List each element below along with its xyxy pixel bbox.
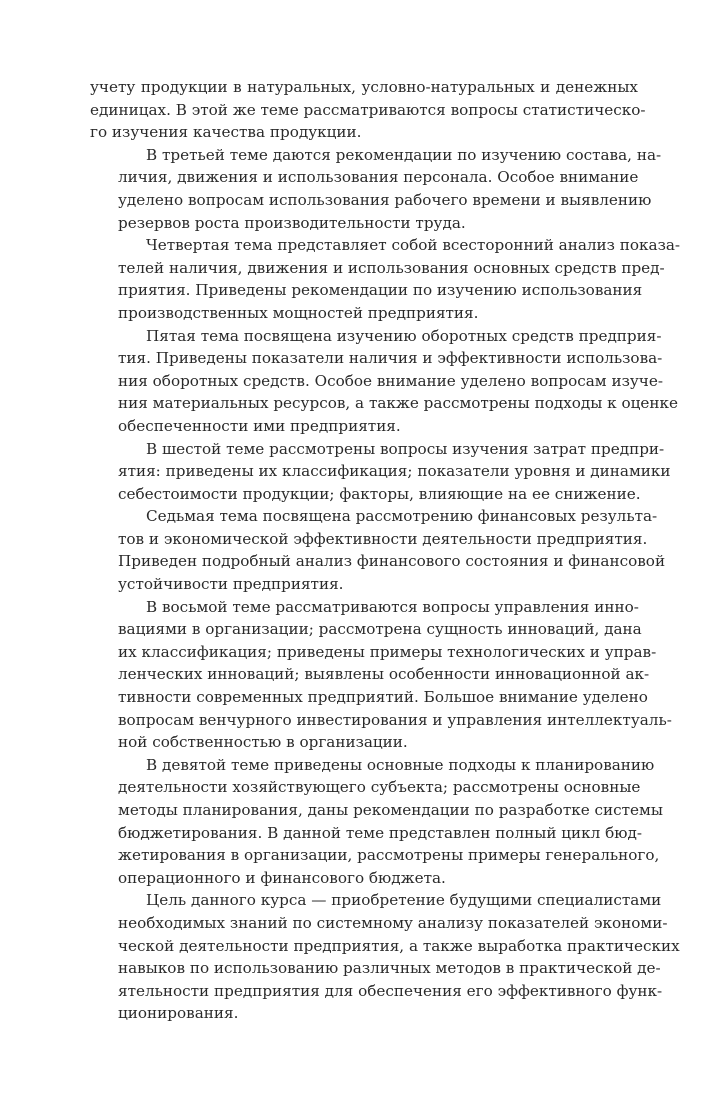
text-line: жетирования в организации, рассмотрены примеры генерального, (118, 846, 660, 865)
text-line: телей наличия, движения и использования основных средств пред- (118, 258, 665, 277)
text-line: В третьей теме даются рекомендации по изучению состава, на- (146, 145, 662, 164)
text-line: устойчивости предприятия. (118, 575, 344, 594)
text-line: учету продукции в натуральных, условно-натуральных и денежных (90, 78, 638, 96)
text-line: методы планирования, даны рекомендации по разработке системы (118, 801, 663, 819)
text-line: тов и экономической эффективности деятельности предприятия. (118, 529, 648, 548)
text-line: бюджетирования. В данной теме представлен полный цикл бюд- (118, 823, 642, 842)
text-line: Пятая тема посвящена изучению оборотных средств предприя- (146, 326, 662, 345)
text-line: деятельности хозяйствующего субъекта; рассмотрены основные (118, 778, 641, 797)
paragraph-9 (90, 889, 680, 1025)
text-line: производственных мощностей предприятия. (118, 303, 479, 322)
paragraph-7 (90, 596, 672, 754)
text-line: единицах. В этой же теме рассматриваются вопросы статистическо- (90, 100, 646, 119)
text-line: Цель данного курса — приобретение будущими специалистами (146, 891, 662, 910)
text-line: себестоимости продукции; факторы, влияющие на ее снижение. (118, 484, 641, 503)
text-line: необходимых знаний по системному анализу показателей экономи- (118, 913, 668, 932)
body-text (90, 76, 681, 1025)
text-line: В девятой теме приведены основные подходы к планированию (146, 755, 655, 774)
text-line: навыков по использованию различных методов в практической де- (118, 959, 661, 978)
text-line: ятельности предприятия для обеспечения его эффективного функ- (118, 981, 663, 1000)
text-line: их классификация; приведены примеры технологических и управ- (118, 642, 657, 661)
text-line: Приведен подробный анализ финансового состояния и финансовой (118, 552, 666, 571)
text-line: резервов роста производительности труда. (118, 213, 466, 232)
text-line: ной собственностью в организации. (118, 733, 408, 752)
text-line: Четвертая тема представляет собой всесторонний анализ показа- (146, 236, 681, 255)
text-line: операционного и финансового бюджета. (118, 868, 446, 887)
text-line: вопросам венчурного инвестирования и управления интеллектуаль- (118, 710, 672, 729)
text-line: личия, движения и использования персонала. Особое внимание (118, 168, 639, 187)
text-line: го изучения качества продукции. (90, 123, 362, 142)
text-line: В шестой теме рассмотрены вопросы изучения затрат предпри- (146, 439, 665, 458)
paragraph-3 (90, 234, 681, 324)
paragraph-4 (90, 325, 678, 438)
paragraph-1 (90, 76, 646, 144)
text-line: Седьмая тема посвящена рассмотрению финансовых результа- (146, 507, 658, 526)
paragraph-5 (90, 438, 671, 506)
page-body (90, 76, 681, 1025)
text-line: ния материальных ресурсов, а также рассмотрены подходы к оценке (118, 394, 678, 413)
text-line: обеспеченности ими предприятия. (118, 416, 401, 435)
text-line: ческой деятельности предприятия, а также выработка практических (118, 936, 680, 955)
paragraph-2 (90, 144, 662, 234)
text-line: вациями в организации; рассмотрена сущность инноваций, дана (118, 620, 642, 639)
text-line: В восьмой теме рассматриваются вопросы управления инно- (146, 597, 639, 616)
text-line: ционирования. (118, 1004, 239, 1023)
text-line: ятия: приведены их классификация; показатели уровня и динамики (118, 462, 671, 481)
text-line: тия. Приведены показатели наличия и эффективности использова- (118, 349, 663, 368)
text-line: ния оборотных средств. Особое внимание уделено вопросам изуче- (118, 371, 663, 390)
paragraph-6 (90, 505, 666, 595)
paragraph-8 (90, 754, 663, 890)
text-line: ленческих инноваций; выявлены особенности инновационной ак- (118, 665, 650, 684)
text-line: уделено вопросам использования рабочего времени и выявлению (118, 190, 652, 209)
text-line: тивности современных предприятий. Большое внимание уделено (118, 688, 648, 707)
text-line: приятия. Приведены рекомендации по изучению использования (118, 281, 643, 300)
